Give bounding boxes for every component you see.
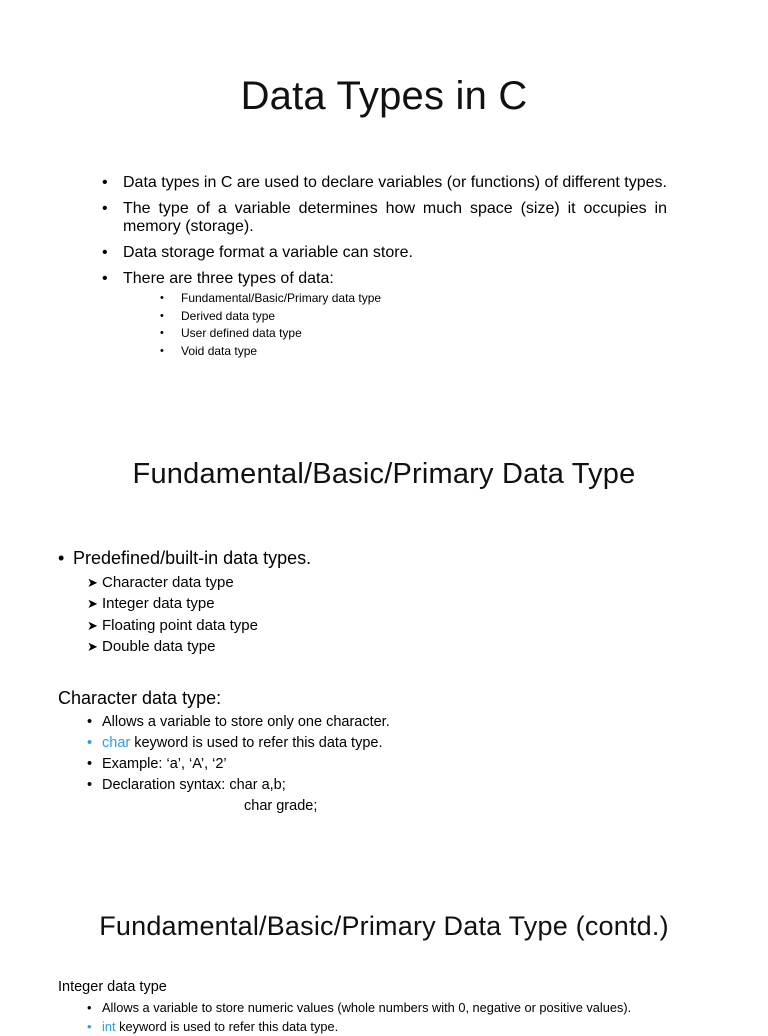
keyword-text: char (102, 735, 131, 751)
char-list (87, 712, 390, 796)
slide3-title: Fundamental/Basic/Primary Data Type (contd.) (99, 911, 669, 941)
syntax-continuation: char grade; (244, 798, 318, 814)
list-item-text: Floating point data type (102, 616, 258, 634)
list-item: • The type of a variable determines how much space (size) it occupies in memory (storage). (102, 200, 667, 236)
keyword-text: int (102, 1019, 116, 1034)
slide1-title: Data Types in C (240, 74, 528, 118)
arrow-icon: ➤ (87, 575, 98, 590)
list-item (87, 615, 258, 636)
list-item: • Declaration syntax: char a,b; (87, 775, 390, 796)
list-item: • Allows a variable to store only one character. (87, 712, 390, 733)
predefined-text: Predefined/built-in data types. (73, 548, 312, 568)
slide1-bullet-list (102, 174, 667, 368)
int-list (87, 998, 631, 1036)
data-type-sublist (123, 290, 667, 360)
list-item-text: keyword is used to refer this data type. (115, 1019, 339, 1034)
list-item (87, 636, 258, 657)
list-item (87, 1017, 631, 1036)
arrow-icon: ➤ (87, 596, 98, 612)
list-item-text: Double data type (102, 637, 216, 655)
predefined-bullet (58, 548, 311, 569)
arrow-list (87, 572, 258, 657)
char-section-heading: Character data type: (58, 688, 222, 708)
list-item: • Example: ‘a’, ‘A’, ‘2’ (87, 754, 390, 775)
sub-list-item: • Void data type (160, 343, 667, 361)
list-item: • Data types in C are used to declare variables (or functions) of different types. (102, 174, 667, 192)
list-item (87, 572, 258, 593)
list-item (102, 270, 667, 360)
arrow-icon: ➤ (87, 617, 98, 633)
sub-list-item: • Derived data type (160, 308, 667, 326)
list-item-text: There are three types of data: (123, 270, 334, 287)
bullet-icon: • (58, 548, 65, 568)
list-item (87, 733, 390, 754)
list-item: • Data storage format a variable can store. (102, 244, 667, 262)
arrow-icon: ➤ (87, 638, 98, 654)
int-section-heading: Integer data type (58, 979, 167, 995)
sub-list-item: • Fundamental/Basic/Primary data type (160, 290, 667, 308)
list-item-text: keyword is used to refer this data type. (130, 735, 383, 751)
sub-list-item: • User defined data type (160, 325, 667, 343)
list-item: • Allows a variable to store numeric values (whole numbers with 0, negative or positive values). (87, 998, 631, 1017)
list-item-text: Character data type (102, 574, 234, 591)
slide2-title: Fundamental/Basic/Primary Data Type (132, 458, 636, 490)
list-item-text: Integer data type (102, 595, 215, 613)
list-item (87, 593, 258, 614)
